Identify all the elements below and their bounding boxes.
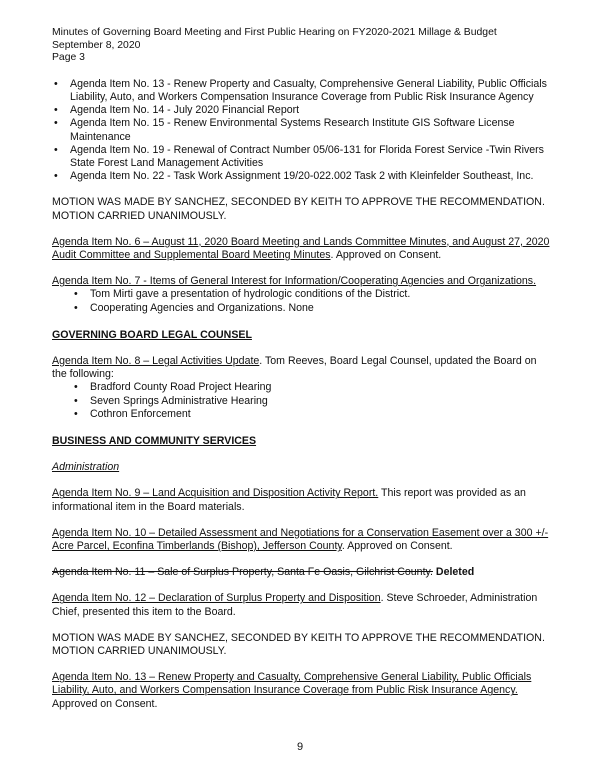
header-page: Page 3 <box>52 52 85 64</box>
motion-paragraph: MOTION WAS MADE BY SANCHEZ, SECONDED BY KEITH TO APPROVE THE RECOMMENDATION. MOTION CARRIED UNANIMOUSLY. <box>52 196 545 222</box>
agenda-item-6 <box>52 236 552 262</box>
agenda-item-11-status: Deleted <box>435 566 475 579</box>
agenda-item-7-list <box>52 288 552 314</box>
agenda-item-8-title: Agenda Item No. 8 – Legal Activities Update <box>52 355 260 368</box>
list-item: • Agenda Item No. 19 - Renewal of Contract Number 05/06-131 for Florida Forest Service -Twin Rivers State Forest Land Management Activities <box>52 144 552 170</box>
agenda-item-9-text: This report was provided as an informational item in the Board materials. <box>52 487 526 513</box>
list-item: • Tom Mirti gave a presentation of hydrologic conditions of the District. <box>72 288 552 301</box>
agenda-item-8-list <box>52 381 552 421</box>
agenda-item-12 <box>52 592 552 618</box>
agenda-item-10 <box>52 527 552 553</box>
agenda-item-11-title: Agenda Item No. 11 – Sale of Surplus Property, Santa Fe Oasis, Gilchrist County. <box>52 566 433 579</box>
header-date: September 8, 2020 <box>52 39 141 51</box>
agenda-item-10-text: . Approved on Consent. <box>341 540 453 553</box>
consent-items-list <box>52 78 552 184</box>
agenda-item-7 <box>52 275 552 288</box>
page-number: 9 <box>296 741 304 753</box>
list-item: • Agenda Item No. 15 - Renew Environmental Systems Research Institute GIS Software License Maintenance <box>52 117 552 143</box>
list-item: • Agenda Item No. 22 - Task Work Assignment 19/20-022.002 Task 2 with Kleinfelder Southeast, Inc. <box>52 170 552 183</box>
section-heading-legal: GOVERNING BOARD LEGAL COUNSEL <box>52 328 252 341</box>
list-item: • Cooperating Agencies and Organizations. None <box>72 302 552 315</box>
agenda-item-11 <box>52 566 552 579</box>
list-item: • Agenda Item No. 14 - July 2020 Financial Report <box>52 104 552 117</box>
agenda-item-12-text: . Steve Schroeder, Administration Chief, presented this item to the Board. <box>52 592 538 618</box>
agenda-item-13-text: Approved on Consent. <box>52 697 158 710</box>
agenda-item-9 <box>52 487 552 513</box>
list-item: • Agenda Item No. 13 - Renew Property and Casualty, Comprehensive General Liability, Public Officials Liability, Auto, and Workers Compensation Insurance Coverage from Public Risk Insurance Agency <box>52 78 552 104</box>
agenda-item-6-text: . Approved on Consent. <box>330 249 442 262</box>
agenda-item-10-title: Agenda Item No. 10 – Detailed Assessment and Negotiations for a Conservation Easement over a 300 +/- Acre Parcel, Econfina Timberlands (Bishop), Jefferson County <box>52 526 549 553</box>
agenda-item-13-title: Agenda Item No. 13 – Renew Property and Casualty, Comprehensive General Liability, Public Officials Liability, Auto, and Workers Compensation Insurance Coverage from Public Risk Insurance Agency. <box>52 671 532 697</box>
agenda-item-7-title: Agenda Item No. 7 - Items of General Interest for Information/Cooperating Agencies and Organizations. <box>52 275 537 288</box>
agenda-item-6-title: Agenda Item No. 6 – August 11, 2020 Board Meeting and Lands Committee Minutes, and August 27, 2020 Audit Committee and Supplemental Board Meeting Minutes <box>52 235 550 262</box>
section-heading-business: BUSINESS AND COMMUNITY SERVICES <box>52 435 257 448</box>
agenda-item-8-text: . Tom Reeves, Board Legal Counsel, updated the Board on the following: <box>52 355 537 381</box>
list-item: • Cothron Enforcement <box>72 408 552 421</box>
agenda-item-13 <box>52 671 552 711</box>
list-item: • Seven Springs Administrative Hearing <box>72 395 552 408</box>
agenda-item-12-title: Agenda Item No. 12 – Declaration of Surplus Property and Disposition <box>52 592 381 605</box>
agenda-item-9-title: Agenda Item No. 9 – Land Acquisition and Disposition Activity Report. <box>52 487 379 500</box>
agenda-item-8 <box>52 355 552 381</box>
motion-paragraph: MOTION WAS MADE BY SANCHEZ, SECONDED BY KEITH TO APPROVE THE RECOMMENDATION. MOTION CARRIED UNANIMOUSLY. <box>52 631 545 658</box>
page-header <box>52 27 552 65</box>
subsection-heading-administration: Administration <box>52 461 120 474</box>
list-item: • Bradford County Road Project Hearing <box>72 381 552 394</box>
page-content <box>52 27 552 711</box>
header-title: Minutes of Governing Board Meeting and First Public Hearing on FY2020-2021 Millage & Budget <box>52 27 497 38</box>
